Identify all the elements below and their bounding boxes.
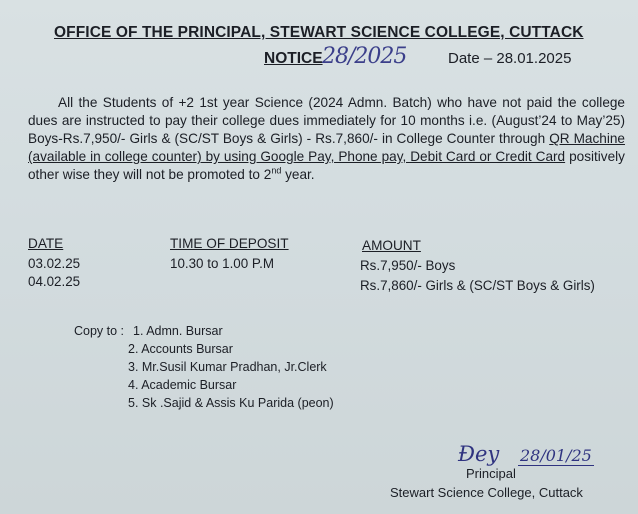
office-title: OFFICE OF THE PRINCIPAL, STEWART SCIENCE COLLEGE, CUTTACK	[54, 24, 584, 41]
notice-body	[28, 94, 625, 184]
copy-to-item-4: 4. Academic Bursar	[128, 378, 237, 392]
body-text-part3: year.	[281, 167, 315, 182]
notice-date: Date – 28.01.2025	[448, 50, 572, 67]
copy-to-item-5: 5. Sk .Sajid & Assis Ku Parida (peon)	[128, 396, 334, 410]
date-column-header: DATE	[28, 236, 64, 251]
notice-label: NOTICE	[264, 50, 323, 67]
copy-to-label: Copy to :	[74, 324, 125, 338]
amount-cell-2: Rs.7,860/- Girls & (SC/ST Boys & Girls)	[360, 278, 595, 293]
notice-number-handwritten: 28/2025	[322, 44, 407, 69]
copy-to-item-3: 3. Mr.Susil Kumar Pradhan, Jr.Clerk	[128, 360, 327, 374]
payment-methods-text: QR Machine (available in college counter) by using Google Pay, Phone pay, Debit Card or Credit Card	[28, 131, 625, 164]
copy-to-item-2: 2. Accounts Bursar	[128, 342, 233, 356]
date-cell-1: 03.02.25	[28, 256, 81, 271]
principal-title: Principal	[466, 466, 516, 481]
body-text-part2: positively other wise they will not be promoted to 2	[28, 149, 625, 182]
time-column-header: TIME OF DEPOSIT	[170, 236, 289, 251]
date-cell-2: 04.02.25	[28, 274, 81, 289]
superscript-nd: nd	[271, 165, 282, 176]
signature-date: 28/01/25	[520, 446, 592, 465]
amount-cell-1: Rs.7,950/- Boys	[360, 258, 456, 273]
amount-column-header: AMOUNT	[362, 238, 421, 253]
signature-mark: Ðey	[458, 442, 500, 466]
copy-to-item-1: 1. Admn. Bursar	[133, 324, 223, 338]
body-text-part1: All the Students of +2 1st year Science (2024 Admn. Batch) who have not paid the college dues are instructed to pay their college dues immediately for 10 months i.e. (August’24 to May’25) Boys-Rs.7,950/- Girls & (SC/ST Boys & Girls) - Rs.7,860/- in College Counter through	[28, 95, 625, 146]
college-name: Stewart Science College, Cuttack	[390, 485, 583, 500]
time-cell: 10.30 to 1.00 P.M	[170, 256, 274, 271]
